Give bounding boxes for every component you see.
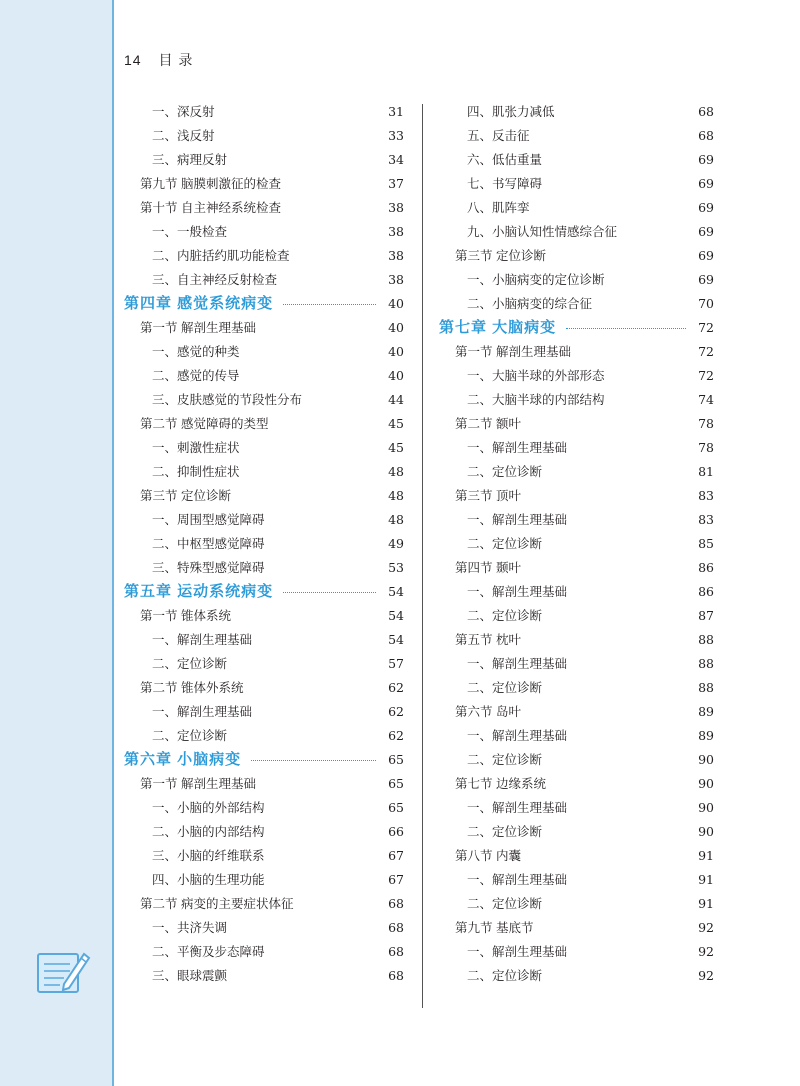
toc-item-title: 二、定位诊断 bbox=[467, 752, 543, 767]
toc-page-number: 90 bbox=[698, 776, 714, 791]
toc-page-number: 69 bbox=[698, 152, 714, 167]
toc-section bbox=[124, 892, 404, 916]
toc-section-title: 第二节 病变的主要症状体征 bbox=[140, 897, 294, 911]
toc-item bbox=[124, 868, 404, 892]
toc-page-number: 88 bbox=[698, 632, 714, 647]
toc-section-title: 第三节 定位诊断 bbox=[455, 249, 546, 263]
dot-leader bbox=[283, 304, 376, 305]
toc-item-title: 一、一般检查 bbox=[152, 224, 228, 239]
dot-leader bbox=[566, 328, 686, 329]
toc-page-number: 38 bbox=[388, 200, 404, 215]
toc-page-number: 33 bbox=[388, 128, 404, 143]
toc-item bbox=[124, 628, 404, 652]
toc-item bbox=[124, 916, 404, 940]
toc-item bbox=[439, 724, 714, 748]
toc-item-title: 一、解剖生理基础 bbox=[467, 656, 568, 671]
toc-section-title: 第九节 基底节 bbox=[455, 921, 534, 935]
toc-section-title: 第五节 枕叶 bbox=[455, 633, 521, 647]
toc-page-number: 86 bbox=[698, 560, 714, 575]
toc-item-title: 一、刺激性症状 bbox=[152, 440, 240, 455]
toc-item-title: 一、感觉的种类 bbox=[152, 344, 240, 359]
toc-item bbox=[439, 196, 714, 220]
toc-section-title: 第十节 自主神经系统检查 bbox=[140, 201, 281, 215]
toc-item bbox=[439, 892, 714, 916]
toc-page-number: 48 bbox=[388, 512, 404, 527]
toc-page-number: 34 bbox=[388, 152, 404, 167]
toc-page-number: 68 bbox=[698, 104, 714, 119]
notebook-pencil-icon bbox=[34, 946, 92, 996]
toc-section-title: 第六节 岛叶 bbox=[455, 705, 521, 719]
toc-page-number: 62 bbox=[388, 704, 404, 719]
toc-page-number: 78 bbox=[698, 440, 714, 455]
toc-item-title: 二、小脑的内部结构 bbox=[152, 824, 265, 839]
toc-item bbox=[124, 652, 404, 676]
toc-item-title: 二、定位诊断 bbox=[467, 896, 543, 911]
toc-page-number: 53 bbox=[388, 560, 404, 575]
toc-item bbox=[439, 796, 714, 820]
toc-item-title: 二、定位诊断 bbox=[467, 608, 543, 623]
toc-page-number: 54 bbox=[388, 584, 404, 599]
toc-page-number: 45 bbox=[388, 416, 404, 431]
toc-section bbox=[439, 244, 714, 268]
toc-page-number: 54 bbox=[388, 608, 404, 623]
toc-page-number: 88 bbox=[698, 680, 714, 695]
toc-page-number: 72 bbox=[698, 320, 714, 335]
toc-page-number: 81 bbox=[698, 464, 714, 479]
toc-item bbox=[124, 508, 404, 532]
toc-item bbox=[439, 268, 714, 292]
toc-item bbox=[439, 124, 714, 148]
dot-leader bbox=[251, 760, 376, 761]
toc-item bbox=[439, 172, 714, 196]
toc-page-number: 48 bbox=[388, 488, 404, 503]
toc-item bbox=[124, 460, 404, 484]
toc-page-number: 68 bbox=[698, 128, 714, 143]
toc-page-number: 37 bbox=[388, 176, 404, 191]
toc-item-title: 一、大脑半球的外部形态 bbox=[467, 368, 605, 383]
toc-item-title: 三、特殊型感觉障碍 bbox=[152, 560, 265, 575]
toc-page-number: 90 bbox=[698, 752, 714, 767]
toc-section bbox=[124, 772, 404, 796]
toc-page-number: 67 bbox=[388, 872, 404, 887]
toc-item bbox=[439, 604, 714, 628]
toc-page-number: 68 bbox=[388, 896, 404, 911]
toc-page-number: 91 bbox=[698, 848, 714, 863]
toc-item-title: 二、浅反射 bbox=[152, 128, 215, 143]
toc-page-number: 92 bbox=[698, 968, 714, 983]
toc-section bbox=[439, 412, 714, 436]
toc-page-number: 85 bbox=[698, 536, 714, 551]
toc-page-number: 62 bbox=[388, 680, 404, 695]
toc-page-number: 44 bbox=[388, 392, 404, 407]
toc-section bbox=[439, 916, 714, 940]
toc-chapter-title: 第六章 小脑病变 bbox=[124, 751, 242, 768]
toc-item bbox=[124, 532, 404, 556]
toc-item bbox=[439, 148, 714, 172]
toc-page-number: 31 bbox=[388, 104, 404, 119]
toc-page-number: 65 bbox=[388, 800, 404, 815]
toc-chapter bbox=[124, 580, 404, 604]
toc-item-title: 七、书写障碍 bbox=[467, 176, 543, 191]
toc-item-title: 一、周围型感觉障碍 bbox=[152, 512, 265, 527]
toc-left-column bbox=[124, 100, 404, 988]
toc-page-number: 40 bbox=[388, 296, 404, 311]
toc-page-number: 38 bbox=[388, 248, 404, 263]
toc-page-number: 69 bbox=[698, 176, 714, 191]
toc-section bbox=[439, 340, 714, 364]
toc-item bbox=[124, 724, 404, 748]
toc-page-number: 70 bbox=[698, 296, 714, 311]
toc-item-title: 三、小脑的纤维联系 bbox=[152, 848, 265, 863]
toc-item bbox=[439, 460, 714, 484]
toc-section bbox=[124, 484, 404, 508]
toc-section-title: 第二节 锥体外系统 bbox=[140, 681, 244, 695]
toc-section-title: 第一节 解剖生理基础 bbox=[140, 777, 256, 791]
toc-page-number: 40 bbox=[388, 368, 404, 383]
toc-page-number: 90 bbox=[698, 824, 714, 839]
toc-page-number: 92 bbox=[698, 920, 714, 935]
toc-page-number: 87 bbox=[698, 608, 714, 623]
toc-item bbox=[124, 940, 404, 964]
toc-item bbox=[439, 748, 714, 772]
toc-page-number: 38 bbox=[388, 224, 404, 239]
toc-item bbox=[439, 676, 714, 700]
toc-page-number: 89 bbox=[698, 704, 714, 719]
toc-item bbox=[439, 964, 714, 988]
toc-section bbox=[439, 772, 714, 796]
toc-item bbox=[124, 124, 404, 148]
toc-section-title: 第四节 颞叶 bbox=[455, 561, 521, 575]
toc-item bbox=[439, 364, 714, 388]
toc-item bbox=[439, 292, 714, 316]
toc-item-title: 一、共济失调 bbox=[152, 920, 228, 935]
toc-item bbox=[124, 220, 404, 244]
toc-section-title: 第一节 解剖生理基础 bbox=[140, 321, 256, 335]
toc-item bbox=[124, 268, 404, 292]
toc-page-number: 62 bbox=[388, 728, 404, 743]
toc-item bbox=[439, 868, 714, 892]
left-margin-band bbox=[0, 0, 112, 1086]
toc-item-title: 三、皮肤感觉的节段性分布 bbox=[152, 392, 303, 407]
toc-item-title: 二、定位诊断 bbox=[467, 536, 543, 551]
toc-item bbox=[439, 100, 714, 124]
toc-page-number: 45 bbox=[388, 440, 404, 455]
page-header bbox=[124, 50, 193, 70]
toc-item bbox=[124, 796, 404, 820]
toc-right-column bbox=[439, 100, 714, 988]
toc-item-title: 二、感觉的传导 bbox=[152, 368, 240, 383]
toc-item-title: 二、平衡及步态障碍 bbox=[152, 944, 265, 959]
toc-section bbox=[439, 700, 714, 724]
toc-item-title: 一、解剖生理基础 bbox=[467, 872, 568, 887]
toc-item bbox=[124, 100, 404, 124]
toc-item bbox=[124, 964, 404, 988]
toc-item-title: 一、解剖生理基础 bbox=[467, 584, 568, 599]
toc-item bbox=[124, 244, 404, 268]
toc-page-number: 54 bbox=[388, 632, 404, 647]
toc-item bbox=[439, 532, 714, 556]
toc-section bbox=[439, 844, 714, 868]
toc-item bbox=[124, 700, 404, 724]
toc-chapter bbox=[124, 748, 404, 772]
toc-page-number: 72 bbox=[698, 344, 714, 359]
toc-section-title: 第三节 顶叶 bbox=[455, 489, 521, 503]
toc-page-number: 86 bbox=[698, 584, 714, 599]
toc-page-number: 40 bbox=[388, 320, 404, 335]
toc-item-title: 二、定位诊断 bbox=[467, 680, 543, 695]
margin-rule bbox=[112, 0, 114, 1086]
toc-chapter bbox=[124, 292, 404, 316]
toc-item-title: 一、小脑的外部结构 bbox=[152, 800, 265, 815]
toc-chapter bbox=[439, 316, 714, 340]
toc-page-number: 38 bbox=[388, 272, 404, 287]
toc-section bbox=[439, 628, 714, 652]
toc-page-number: 68 bbox=[388, 920, 404, 935]
toc-item-title: 二、抑制性症状 bbox=[152, 464, 240, 479]
toc-item bbox=[439, 580, 714, 604]
toc-item-title: 三、自主神经反射检查 bbox=[152, 272, 278, 287]
toc-page-number: 69 bbox=[698, 248, 714, 263]
toc-page-number: 92 bbox=[698, 944, 714, 959]
toc-page-number: 69 bbox=[698, 224, 714, 239]
toc-item-title: 一、解剖生理基础 bbox=[467, 944, 568, 959]
toc-item-title: 三、眼球震颤 bbox=[152, 968, 228, 983]
toc-item-title: 二、定位诊断 bbox=[152, 728, 228, 743]
toc-page-number: 69 bbox=[698, 272, 714, 287]
toc-item-title: 一、深反射 bbox=[152, 104, 215, 119]
toc-item bbox=[124, 556, 404, 580]
toc-item-title: 一、小脑病变的定位诊断 bbox=[467, 272, 605, 287]
toc-section-title: 第三节 定位诊断 bbox=[140, 489, 231, 503]
toc-section-title: 第八节 内囊 bbox=[455, 849, 521, 863]
toc-item-title: 一、解剖生理基础 bbox=[467, 728, 568, 743]
toc-item-title: 二、定位诊断 bbox=[467, 464, 543, 479]
toc-item-title: 一、解剖生理基础 bbox=[467, 512, 568, 527]
page-title: 目 录 bbox=[158, 52, 194, 68]
toc-page-number: 68 bbox=[388, 968, 404, 983]
toc-item bbox=[439, 940, 714, 964]
toc-page-number: 72 bbox=[698, 368, 714, 383]
toc-section bbox=[439, 556, 714, 580]
toc-item bbox=[124, 364, 404, 388]
toc-item-title: 九、小脑认知性情感综合征 bbox=[467, 224, 618, 239]
toc-section bbox=[124, 676, 404, 700]
toc-item bbox=[124, 388, 404, 412]
toc-item-title: 五、反击征 bbox=[467, 128, 530, 143]
toc-item bbox=[124, 436, 404, 460]
toc-section-title: 第一节 解剖生理基础 bbox=[455, 345, 571, 359]
toc-item-title: 四、小脑的生理功能 bbox=[152, 872, 265, 887]
toc-item-title: 二、定位诊断 bbox=[467, 968, 543, 983]
toc-page-number: 90 bbox=[698, 800, 714, 815]
toc-item-title: 二、中枢型感觉障碍 bbox=[152, 536, 265, 551]
toc-page-number: 68 bbox=[388, 944, 404, 959]
toc-section-title: 第二节 额叶 bbox=[455, 417, 521, 431]
toc-item bbox=[439, 820, 714, 844]
dot-leader bbox=[283, 592, 376, 593]
toc-page-number: 78 bbox=[698, 416, 714, 431]
toc-section bbox=[124, 196, 404, 220]
toc-page-number: 88 bbox=[698, 656, 714, 671]
toc-page-number: 91 bbox=[698, 896, 714, 911]
toc-chapter-title: 第七章 大脑病变 bbox=[439, 319, 557, 336]
toc-page-number: 74 bbox=[698, 392, 714, 407]
toc-item bbox=[439, 436, 714, 460]
toc-item bbox=[124, 844, 404, 868]
toc-section bbox=[124, 604, 404, 628]
toc-section-title: 第七节 边缘系统 bbox=[455, 777, 546, 791]
toc-item-title: 二、大脑半球的内部结构 bbox=[467, 392, 605, 407]
toc-page-number: 40 bbox=[388, 344, 404, 359]
toc-section bbox=[124, 172, 404, 196]
toc-item-title: 二、定位诊断 bbox=[152, 656, 228, 671]
toc-page-number: 83 bbox=[698, 488, 714, 503]
toc-page-number: 65 bbox=[388, 776, 404, 791]
toc-page-number: 67 bbox=[388, 848, 404, 863]
toc-item-title: 二、内脏括约肌功能检查 bbox=[152, 248, 290, 263]
toc-item-title: 八、肌阵挛 bbox=[467, 200, 530, 215]
toc-page-number: 48 bbox=[388, 464, 404, 479]
toc-item bbox=[124, 820, 404, 844]
toc-section-title: 第九节 脑膜刺激征的检查 bbox=[140, 177, 281, 191]
toc-item bbox=[439, 388, 714, 412]
toc-page-number: 91 bbox=[698, 872, 714, 887]
toc-page-number: 89 bbox=[698, 728, 714, 743]
toc-item-title: 二、定位诊断 bbox=[467, 824, 543, 839]
toc-item-title: 一、解剖生理基础 bbox=[467, 440, 568, 455]
toc-item bbox=[439, 508, 714, 532]
toc-section-title: 第二节 感觉障碍的类型 bbox=[140, 417, 269, 431]
page-number: 14 bbox=[124, 52, 142, 68]
toc-item-title: 一、解剖生理基础 bbox=[152, 632, 253, 647]
toc-item-title: 三、病理反射 bbox=[152, 152, 228, 167]
toc-page-number: 69 bbox=[698, 200, 714, 215]
toc-page-number: 66 bbox=[388, 824, 404, 839]
toc-item-title: 二、小脑病变的综合征 bbox=[467, 296, 593, 311]
toc-item-title: 一、解剖生理基础 bbox=[467, 800, 568, 815]
toc-item-title: 六、低估重量 bbox=[467, 152, 543, 167]
toc-page-number: 83 bbox=[698, 512, 714, 527]
toc-section bbox=[439, 484, 714, 508]
column-divider bbox=[422, 104, 423, 1008]
toc-item-title: 一、解剖生理基础 bbox=[152, 704, 253, 719]
toc-section-title: 第一节 锥体系统 bbox=[140, 609, 231, 623]
toc-chapter-title: 第四章 感觉系统病变 bbox=[124, 295, 274, 312]
toc-item bbox=[124, 340, 404, 364]
toc-item bbox=[439, 220, 714, 244]
toc-chapter-title: 第五章 运动系统病变 bbox=[124, 583, 274, 600]
toc-item bbox=[439, 652, 714, 676]
toc-item-title: 四、肌张力减低 bbox=[467, 104, 555, 119]
toc-page-number: 65 bbox=[388, 752, 404, 767]
toc-section bbox=[124, 316, 404, 340]
toc-page-number: 57 bbox=[388, 656, 404, 671]
toc-item bbox=[124, 148, 404, 172]
toc-section bbox=[124, 412, 404, 436]
toc-page-number: 49 bbox=[388, 536, 404, 551]
